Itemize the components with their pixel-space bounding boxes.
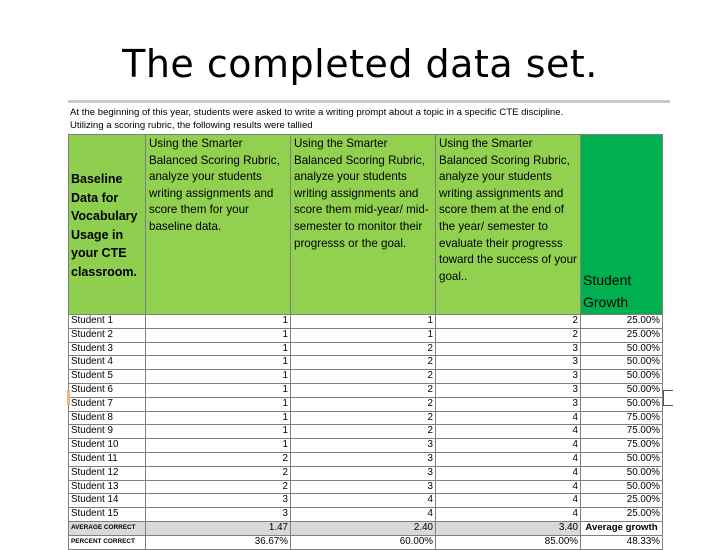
baseline-score-cell[interactable]: 1: [146, 397, 291, 411]
growth-cell[interactable]: 50.00%: [581, 383, 663, 397]
midyear-score-cell[interactable]: 2: [291, 383, 436, 397]
average-label-cell[interactable]: AVERAGE CORRECT: [69, 521, 146, 535]
midyear-score-cell[interactable]: 2: [291, 370, 436, 384]
endyear-score-cell[interactable]: 3: [436, 356, 581, 370]
endyear-score-cell[interactable]: 3: [436, 397, 581, 411]
percent-midyear-cell[interactable]: 60.00%: [291, 535, 436, 549]
midyear-score-cell[interactable]: 3: [291, 452, 436, 466]
endyear-score-cell[interactable]: 4: [436, 508, 581, 522]
student-name-cell[interactable]: Student 8: [69, 411, 146, 425]
endyear-score-cell[interactable]: 4: [436, 480, 581, 494]
student-name-cell[interactable]: Student 11: [69, 452, 146, 466]
student-name-cell[interactable]: Student 6: [69, 383, 146, 397]
baseline-score-cell[interactable]: 1: [146, 342, 291, 356]
table-row: [69, 328, 663, 342]
slide-title: The completed data set.: [122, 42, 598, 86]
percent-label-cell[interactable]: PERCENT CORRECT: [69, 535, 146, 549]
baseline-score-cell[interactable]: 2: [146, 466, 291, 480]
baseline-score-cell[interactable]: 3: [146, 494, 291, 508]
student-name-cell[interactable]: Student 3: [69, 342, 146, 356]
percent-baseline-cell[interactable]: 36.67%: [146, 535, 291, 549]
student-name-cell[interactable]: Student 14: [69, 494, 146, 508]
average-endyear-cell[interactable]: 3.40: [436, 521, 581, 535]
intro-text: [70, 106, 666, 134]
midyear-score-cell[interactable]: 3: [291, 439, 436, 453]
average-row: [69, 521, 663, 535]
percent-growth-cell[interactable]: 48.33%: [581, 535, 663, 549]
endyear-score-cell[interactable]: 4: [436, 439, 581, 453]
student-name-cell[interactable]: Student 2: [69, 328, 146, 342]
endyear-score-cell[interactable]: 4: [436, 452, 581, 466]
table-row: [69, 494, 663, 508]
cell-selection-box: [663, 390, 673, 406]
column-header-strip: [68, 100, 670, 103]
average-baseline-cell[interactable]: 1.47: [146, 521, 291, 535]
baseline-score-cell[interactable]: 1: [146, 315, 291, 329]
table-row: [69, 452, 663, 466]
student-name-cell[interactable]: Student 1: [69, 315, 146, 329]
midyear-score-cell[interactable]: 2: [291, 356, 436, 370]
midyear-score-cell[interactable]: 2: [291, 342, 436, 356]
midyear-score-cell[interactable]: 2: [291, 425, 436, 439]
header-baseline-desc[interactable]: Using the Smarter Balanced Scoring Rubric, analyze your students writing assignments and score them for your baseline data.: [146, 135, 291, 315]
midyear-score-cell[interactable]: 1: [291, 328, 436, 342]
header-row: [69, 135, 663, 315]
endyear-score-cell[interactable]: 2: [436, 328, 581, 342]
growth-cell[interactable]: 75.00%: [581, 411, 663, 425]
growth-cell[interactable]: 25.00%: [581, 315, 663, 329]
header-midyear-desc[interactable]: Using the Smarter Balanced Scoring Rubric, analyze your students writing assignments and score them mid-year/ mid-semester to monitor their progresss or the goal.: [291, 135, 436, 315]
endyear-score-cell[interactable]: 2: [436, 315, 581, 329]
endyear-score-cell[interactable]: 4: [436, 466, 581, 480]
midyear-score-cell[interactable]: 2: [291, 397, 436, 411]
baseline-score-cell[interactable]: 1: [146, 328, 291, 342]
baseline-score-cell[interactable]: 1: [146, 439, 291, 453]
student-name-cell[interactable]: Student 5: [69, 370, 146, 384]
baseline-score-cell[interactable]: 1: [146, 370, 291, 384]
baseline-score-cell[interactable]: 1: [146, 411, 291, 425]
header-student-growth[interactable]: Student Growth: [581, 135, 663, 315]
table-row: [69, 508, 663, 522]
midyear-score-cell[interactable]: 3: [291, 466, 436, 480]
spreadsheet: [68, 100, 670, 547]
table-row: [69, 315, 663, 329]
baseline-score-cell[interactable]: 2: [146, 452, 291, 466]
growth-cell[interactable]: 50.00%: [581, 342, 663, 356]
growth-cell[interactable]: 50.00%: [581, 466, 663, 480]
endyear-score-cell[interactable]: 3: [436, 370, 581, 384]
table-row: [69, 356, 663, 370]
average-growth-label-cell[interactable]: Average growth: [581, 521, 663, 535]
midyear-score-cell[interactable]: 2: [291, 411, 436, 425]
growth-cell[interactable]: 75.00%: [581, 425, 663, 439]
baseline-score-cell[interactable]: 1: [146, 425, 291, 439]
endyear-score-cell[interactable]: 4: [436, 411, 581, 425]
endyear-score-cell[interactable]: 4: [436, 494, 581, 508]
table-row: [69, 480, 663, 494]
midyear-score-cell[interactable]: 1: [291, 315, 436, 329]
midyear-score-cell[interactable]: 4: [291, 508, 436, 522]
average-midyear-cell[interactable]: 2.40: [291, 521, 436, 535]
table-row: [69, 370, 663, 384]
endyear-score-cell[interactable]: 3: [436, 342, 581, 356]
table-row: [69, 425, 663, 439]
student-name-cell[interactable]: Student 9: [69, 425, 146, 439]
baseline-score-cell[interactable]: 2: [146, 480, 291, 494]
endyear-score-cell[interactable]: 3: [436, 383, 581, 397]
header-endyear-desc[interactable]: Using the Smarter Balanced Scoring Rubric, analyze your students writing assignments and score them at the end of the year/ semester to evaluate their progresss toward the success of your goal..: [436, 135, 581, 315]
student-name-cell[interactable]: Student 13: [69, 480, 146, 494]
percent-row: [69, 535, 663, 549]
header-baseline[interactable]: Baseline Data for Vocabulary Usage in your CTE classroom.: [69, 135, 146, 315]
student-name-cell[interactable]: Student 4: [69, 356, 146, 370]
midyear-score-cell[interactable]: 3: [291, 480, 436, 494]
baseline-score-cell[interactable]: 1: [146, 383, 291, 397]
row-selection-marker: [67, 390, 70, 405]
table-row: [69, 439, 663, 453]
baseline-score-cell[interactable]: 1: [146, 356, 291, 370]
percent-endyear-cell[interactable]: 85.00%: [436, 535, 581, 549]
growth-cell[interactable]: 50.00%: [581, 480, 663, 494]
table-row: [69, 397, 663, 411]
midyear-score-cell[interactable]: 4: [291, 494, 436, 508]
table-row: [69, 383, 663, 397]
growth-cell[interactable]: 25.00%: [581, 328, 663, 342]
data-table: [68, 134, 663, 550]
table-row: [69, 342, 663, 356]
growth-cell[interactable]: 25.00%: [581, 494, 663, 508]
intro-line-1: At the beginning of this year, students were asked to write a writing prompt about a topic in a specific CTE discipline.: [70, 107, 564, 118]
growth-cell[interactable]: 50.00%: [581, 356, 663, 370]
growth-cell[interactable]: 75.00%: [581, 439, 663, 453]
endyear-score-cell[interactable]: 4: [436, 425, 581, 439]
growth-cell[interactable]: 50.00%: [581, 452, 663, 466]
growth-cell[interactable]: 25.00%: [581, 508, 663, 522]
student-name-cell[interactable]: Student 10: [69, 439, 146, 453]
student-name-cell[interactable]: Student 7: [69, 397, 146, 411]
table-row: [69, 466, 663, 480]
baseline-score-cell[interactable]: 3: [146, 508, 291, 522]
growth-cell[interactable]: 50.00%: [581, 397, 663, 411]
intro-line-2: Utilizing a scoring rubric, the following results were tallied: [70, 120, 313, 131]
growth-cell[interactable]: 50.00%: [581, 370, 663, 384]
student-name-cell[interactable]: Student 12: [69, 466, 146, 480]
table-row: [69, 411, 663, 425]
student-name-cell[interactable]: Student 15: [69, 508, 146, 522]
